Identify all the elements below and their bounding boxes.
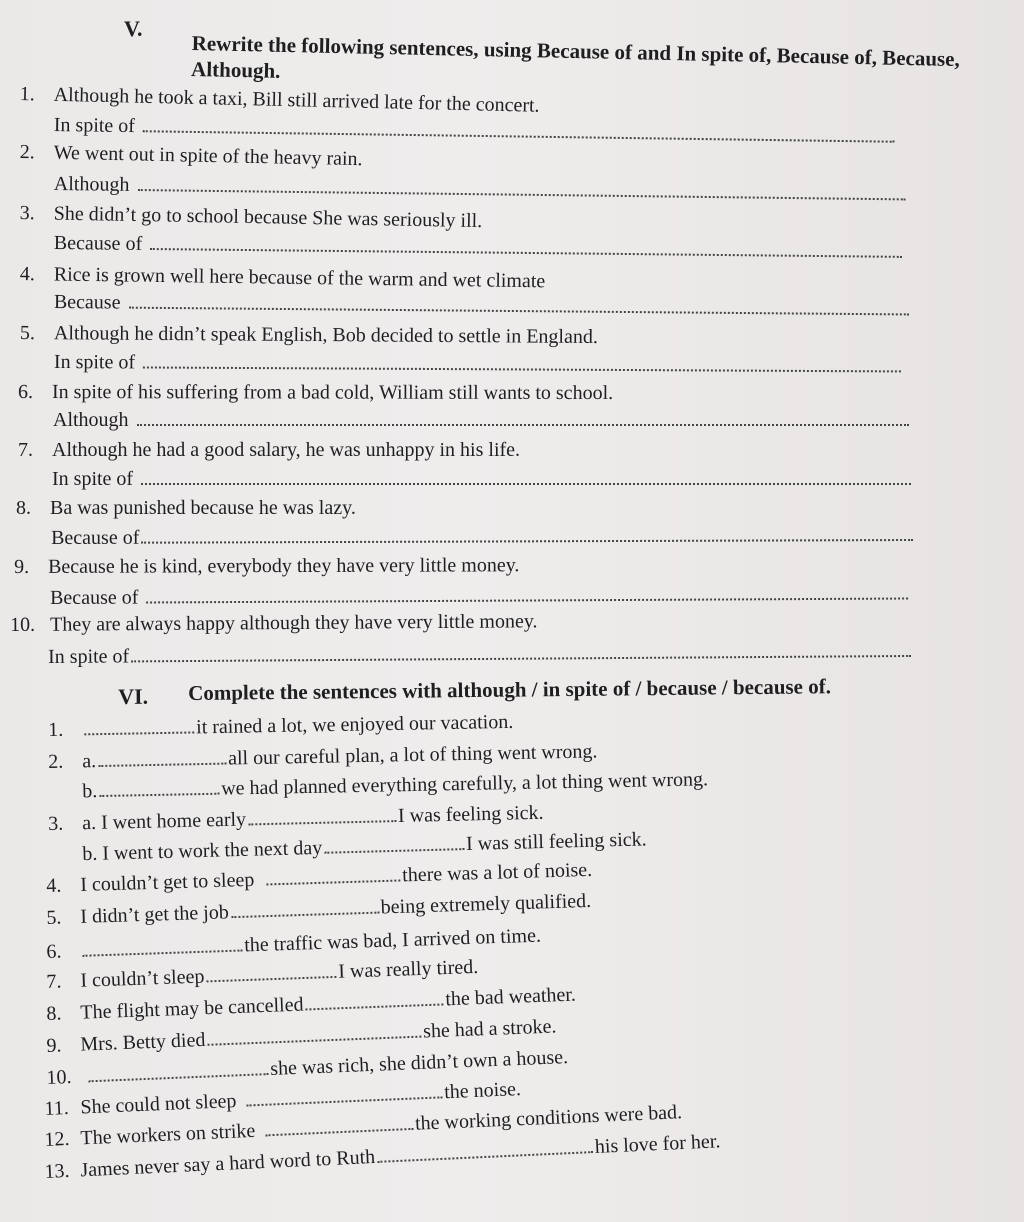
answer-blank[interactable] — [141, 523, 913, 544]
v-item-3 — [20, 201, 483, 233]
item-before: a. — [82, 750, 97, 773]
answer-blank[interactable] — [128, 291, 908, 316]
item-number: 9. — [14, 555, 30, 578]
answer-blank[interactable] — [324, 834, 464, 854]
answer-blank[interactable] — [84, 717, 194, 735]
answer-blank[interactable] — [377, 1137, 594, 1163]
answer-blank[interactable] — [305, 989, 443, 1010]
item-after: the noise. — [443, 1078, 522, 1104]
item-before: I couldn’t sleep — [80, 965, 205, 992]
answer-blank[interactable] — [146, 582, 908, 604]
v-answer-7[interactable] — [52, 467, 911, 491]
item-after: the traffic was bad, I arrived on time. — [243, 924, 542, 957]
answer-prompt: In spite of — [48, 645, 130, 668]
answer-blank[interactable] — [265, 1114, 414, 1136]
item-number: 2. — [48, 750, 64, 773]
item-number: 6. — [46, 940, 62, 963]
answer-blank[interactable] — [150, 232, 902, 258]
vi-item-2b — [48, 767, 708, 804]
item-sentence: Ba was punished because he was lazy. — [50, 497, 356, 519]
item-number: 10. — [10, 613, 36, 636]
item-after: the working conditions were bad. — [414, 1101, 683, 1135]
vi-item-2a — [48, 739, 598, 774]
v-answer-4[interactable] — [54, 290, 909, 321]
item-before: James never say a hard word to Ruth — [80, 1145, 376, 1182]
v-item-8 — [16, 496, 356, 520]
item-after: his love for her. — [594, 1130, 721, 1158]
item-after: being extremely qualified. — [380, 889, 592, 919]
item-sentence: Rice is grown well here because of the warm and wet climate — [53, 263, 546, 293]
item-before: b. I went to work the next day — [82, 836, 323, 866]
item-before: She could not sleep — [80, 1089, 237, 1119]
v-answer-10[interactable] — [48, 639, 911, 669]
item-number: 5. — [19, 321, 35, 345]
item-number: 4. — [19, 262, 35, 286]
vi-item-1 — [48, 710, 513, 742]
item-number: 8. — [46, 1002, 62, 1025]
item-before: a. I went home early — [82, 808, 247, 835]
item-sentence: She didn’t go to school because She was seriously ill. — [53, 202, 483, 233]
item-number: 3. — [19, 201, 35, 225]
answer-prompt: Because of — [51, 526, 140, 549]
section-5-roman: V. — [124, 16, 143, 41]
answer-blank[interactable] — [137, 408, 909, 426]
item-number: 8. — [16, 497, 31, 519]
section-6-instruction: Complete the sentences with although / in spite of / because / because of. — [188, 674, 832, 705]
v-item-5 — [20, 321, 598, 349]
item-after: she had a stroke. — [422, 1015, 557, 1043]
item-number — [48, 797, 82, 798]
answer-blank[interactable] — [137, 173, 905, 200]
item-number: 9. — [46, 1034, 62, 1057]
answer-prompt: Although — [53, 409, 129, 431]
item-number: 7. — [18, 439, 33, 461]
item-sentence: Although he didn’t speak English, Bob decided to settle in England. — [53, 322, 598, 349]
v-item-4 — [20, 262, 546, 293]
answer-blank[interactable] — [230, 898, 378, 919]
answer-blank[interactable] — [141, 467, 911, 485]
v-answer-5[interactable] — [54, 350, 901, 378]
item-number: 2. — [19, 140, 35, 164]
v-answer-8[interactable] — [51, 523, 913, 550]
item-number — [48, 860, 82, 861]
item-number: 13. — [44, 1159, 71, 1183]
v-item-2 — [19, 140, 362, 171]
answer-prompt: In spite of — [52, 468, 134, 490]
item-before: Mrs. Betty died — [80, 1028, 206, 1056]
item-after: it rained a lot, we enjoyed our vacation. — [195, 710, 514, 739]
answer-blank[interactable] — [99, 779, 219, 797]
v-item-6 — [18, 380, 613, 405]
section-5-instruction: Rewrite the following sentences, using Because of and In spite of, Because of, Because, Although. — [190, 30, 961, 83]
item-number: 11. — [44, 1096, 70, 1120]
answer-prompt: Although — [53, 172, 130, 196]
item-sentence: Although he had a good salary, he was unhappy in his life. — [52, 439, 521, 461]
answer-blank[interactable] — [88, 1059, 268, 1082]
v-item-7 — [18, 438, 520, 462]
answer-blank[interactable] — [98, 749, 226, 767]
item-after: the bad weather. — [445, 983, 577, 1011]
item-sentence: We went out in spite of the heavy rain. — [53, 141, 363, 171]
answer-blank[interactable] — [266, 865, 400, 885]
v-answer-2[interactable] — [54, 172, 906, 206]
item-sentence: Although he took a taxi, Bill still arrived late for the concert. — [53, 83, 540, 117]
item-after: I was still feeling sick. — [465, 828, 647, 856]
v-answer-6[interactable] — [53, 408, 909, 432]
item-sentence: In spite of his suffering from a bad cold, William still wants to school. — [51, 381, 614, 405]
answer-prompt: Because of — [53, 231, 143, 255]
answer-blank[interactable] — [246, 1082, 442, 1106]
item-sentence: They are always happy although they have very little money. — [50, 610, 538, 636]
item-number: 12. — [44, 1127, 70, 1151]
item-number: 1. — [48, 718, 64, 741]
answer-prompt: Because of — [50, 586, 139, 609]
answer-blank[interactable] — [131, 639, 911, 662]
answer-blank[interactable] — [82, 936, 242, 957]
v-item-9 — [14, 553, 519, 579]
item-number: 10. — [46, 1065, 72, 1089]
item-before: b. — [82, 780, 98, 803]
v-answer-3[interactable] — [54, 231, 903, 264]
answer-blank[interactable] — [143, 350, 901, 372]
item-number: 7. — [46, 970, 62, 993]
answer-blank[interactable] — [248, 806, 396, 825]
section-6-roman: VI. — [118, 683, 149, 709]
answer-blank[interactable] — [207, 1022, 421, 1046]
item-number: 1. — [19, 82, 35, 106]
item-before: I didn’t get the job — [80, 901, 230, 928]
item-number: 4. — [46, 874, 62, 897]
answer-blank[interactable] — [143, 114, 895, 142]
answer-prompt: Because — [53, 290, 121, 314]
item-after: she was rich, she didn’t own a house. — [269, 1046, 569, 1080]
item-after: all our careful plan, a lot of thing went wrong. — [227, 740, 598, 770]
v-item-10 — [10, 609, 538, 637]
item-before: I couldn’t get to sleep — [80, 868, 255, 896]
answer-blank[interactable] — [206, 962, 336, 983]
item-number: 5. — [46, 906, 62, 929]
item-before: The flight may be cancelled — [80, 993, 304, 1024]
item-before: The workers on strike — [80, 1119, 256, 1150]
vi-item-3a — [48, 801, 544, 836]
answer-prompt: In spite of — [53, 351, 136, 374]
answer-prompt: In spite of — [53, 113, 136, 138]
item-after: I was really tired. — [337, 955, 479, 983]
item-sentence: Because he is kind, everybody they have very little money. — [48, 554, 520, 578]
v-answer-9[interactable] — [50, 582, 908, 610]
item-after: there was a lot of noise. — [401, 858, 593, 887]
item-after: we had planned everything carefully, a lot thing went wrong. — [220, 768, 709, 800]
item-number: 3. — [48, 812, 64, 835]
item-number: 6. — [17, 381, 33, 404]
item-after: I was feeling sick. — [397, 801, 544, 828]
